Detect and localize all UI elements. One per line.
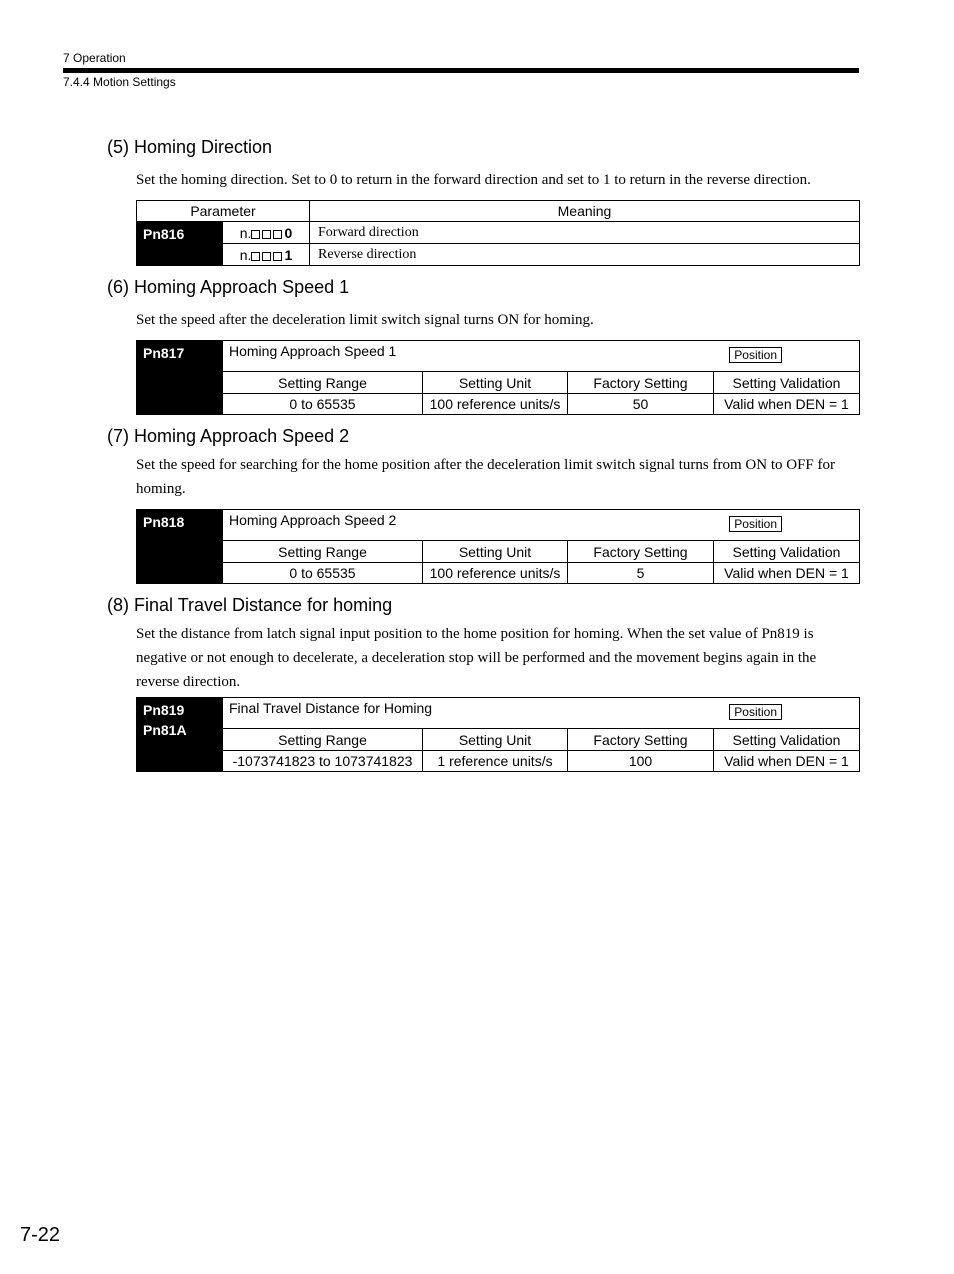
meaning-1: Reverse direction — [310, 244, 860, 266]
paragraph-homing-direction: Set the homing direction. Set to 0 to return in the forward direction and set to 1 to return in the reverse direction. — [136, 172, 811, 188]
position-badge: Position — [729, 347, 782, 363]
header-setting-range: Setting Range — [223, 729, 423, 751]
header-factory-setting: Factory Setting — [568, 729, 714, 751]
header-setting-unit: Setting Unit — [423, 541, 568, 563]
heading-final-travel-distance: (8) Final Travel Distance for homing — [107, 595, 393, 615]
header-meaning: Meaning — [310, 201, 860, 222]
value-setting-validation: Valid when DEN = 1 — [714, 563, 860, 584]
value-setting-range: 0 to 65535 — [223, 394, 423, 415]
header-setting-validation: Setting Validation — [714, 729, 860, 751]
placeholder-box-icon — [262, 252, 271, 261]
paragraph-homing-approach-speed-1: Set the speed after the deceleration limit switch signal turns ON for homing. — [136, 312, 594, 328]
value-factory-setting: 50 — [568, 394, 714, 415]
paragraph-homing-approach-speed-2: Set the speed for searching for the home position after the deceleration limit switch signal turns from ON to OFF for homing. — [136, 457, 836, 497]
param-name: Final Travel Distance for Homing Position — [223, 698, 860, 729]
table-pn818 — [136, 509, 860, 584]
value-factory-setting: 100 — [568, 751, 714, 772]
heading-homing-approach-speed-1: (6) Homing Approach Speed 1 — [107, 277, 350, 297]
header-setting-unit: Setting Unit — [423, 729, 568, 751]
param-value-1: n. 1 — [223, 244, 310, 266]
heading-homing-direction: (5) Homing Direction — [107, 137, 273, 157]
table-pn819 — [136, 697, 860, 772]
param-name: Homing Approach Speed 1 Position — [223, 341, 860, 372]
position-badge: Position — [729, 516, 782, 532]
value-setting-validation: Valid when DEN = 1 — [714, 394, 860, 415]
placeholder-box-icon — [251, 252, 260, 261]
placeholder-box-icon — [273, 252, 282, 261]
placeholder-box-icon — [251, 230, 260, 239]
placeholder-box-icon — [262, 230, 271, 239]
table-pn816 — [136, 200, 860, 266]
param-pn819-pn81a: Pn819 Pn81A — [137, 698, 223, 772]
paragraph-final-travel-distance: Set the distance from latch signal input position to the home position for homing. When the set value of Pn819 is negative or not enough to decelerate, a deceleration stop will be performed and the movement begins again in the reverse direction. — [136, 626, 817, 690]
header-factory-setting: Factory Setting — [568, 541, 714, 563]
header-factory-setting: Factory Setting — [568, 372, 714, 394]
heading-homing-approach-speed-2: (7) Homing Approach Speed 2 — [107, 426, 350, 446]
param-pn816: Pn816 — [137, 222, 223, 266]
param-name: Homing Approach Speed 2 Position — [223, 510, 860, 541]
placeholder-box-icon — [273, 230, 282, 239]
value-setting-unit: 1 reference units/s — [423, 751, 568, 772]
param-pn818: Pn818 — [137, 510, 223, 584]
header-setting-range: Setting Range — [223, 372, 423, 394]
page-number: 7-22 — [20, 1224, 61, 1246]
header-rule — [63, 68, 859, 73]
chapter-header: 7 Operation — [63, 51, 126, 65]
value-factory-setting: 5 — [568, 563, 714, 584]
header-parameter: Parameter — [137, 201, 310, 222]
value-setting-range: -1073741823 to 1073741823 — [223, 751, 423, 772]
position-badge: Position — [729, 704, 782, 720]
header-setting-validation: Setting Validation — [714, 372, 860, 394]
meaning-0: Forward direction — [310, 222, 860, 244]
header-setting-validation: Setting Validation — [714, 541, 860, 563]
header-setting-unit: Setting Unit — [423, 372, 568, 394]
header-setting-range: Setting Range — [223, 541, 423, 563]
table-pn817 — [136, 340, 860, 415]
value-setting-validation: Valid when DEN = 1 — [714, 751, 860, 772]
value-setting-range: 0 to 65535 — [223, 563, 423, 584]
section-header: 7.4.4 Motion Settings — [63, 75, 176, 89]
param-pn817: Pn817 — [137, 341, 223, 415]
param-value-0: n. 0 — [223, 222, 310, 244]
value-setting-unit: 100 reference units/s — [423, 394, 568, 415]
value-setting-unit: 100 reference units/s — [423, 563, 568, 584]
